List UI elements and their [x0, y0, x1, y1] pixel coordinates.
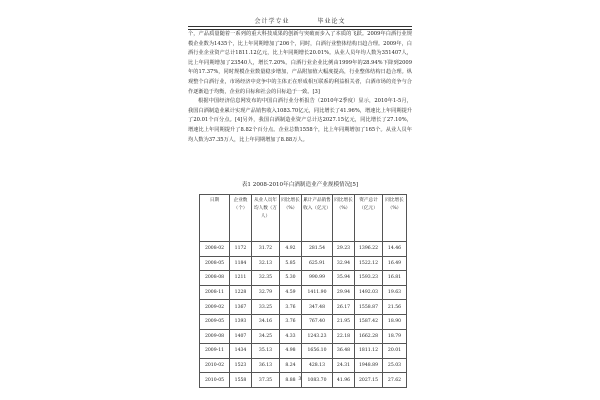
page-number: 3	[298, 376, 302, 382]
cell-revenue: 347.48	[302, 300, 333, 315]
col-header-employees-growth: 同比增长（%）	[280, 195, 302, 242]
cell-employees-growth: 8.88	[280, 373, 302, 388]
cell-assets: 1593.23	[355, 271, 383, 286]
cell-revenue: 767.40	[302, 314, 333, 329]
cell-employees: 34.25	[252, 329, 280, 344]
data-table	[199, 194, 407, 388]
col-header-revenue-growth: 同比增长（%）	[333, 195, 355, 242]
table-header-row	[200, 195, 407, 242]
cell-assets-growth: 20.01	[383, 344, 407, 359]
cell-assets-growth: 27.62	[383, 373, 407, 388]
cell-assets-growth: 14.46	[383, 242, 407, 257]
cell-enterprises: 1211	[230, 271, 252, 286]
header-rule	[188, 26, 412, 30]
cell-employees: 32.13	[252, 256, 280, 271]
cell-employees: 34.16	[252, 314, 280, 329]
cell-enterprises: 1393	[230, 314, 252, 329]
col-header-date: 日期	[200, 195, 230, 242]
cell-assets: 1587.42	[355, 314, 383, 329]
table-body	[200, 242, 407, 388]
cell-employees-growth: 5.30	[280, 271, 302, 286]
cell-employees-growth: 4.98	[280, 344, 302, 359]
cell-assets: 1811.12	[355, 344, 383, 359]
cell-enterprises: 1367	[230, 300, 252, 315]
cell-revenue-growth: 36.48	[333, 344, 355, 359]
body-text	[188, 30, 412, 145]
cell-date: 2008-11	[200, 285, 230, 300]
cell-revenue-growth: 24.31	[333, 358, 355, 373]
cell-assets: 1396.22	[355, 242, 383, 257]
paragraph-2: 根据中国经济信息网发布的中国白酒行业分析报告（2010年2季度）显示，2010年1-5月，我国白酒制造业累计实现产品销售收入1083.70亿元，同比增长了41.96%，增速比上年同期提升了20.01个百分点。[4]另外，我国白酒制造业资产总计达2027.15亿元，同比增长了27.10%，增速比上年同期提升了8.82个百分点。企业总数1558个，比上年同期增加了165个。从业人员年均人数为37.35万人，比上年同期增加了8.88万人。	[188, 98, 412, 143]
cell-revenue: 625.91	[302, 256, 333, 271]
cell-date: 2009-11	[200, 344, 230, 359]
header-left: 会计学专业	[254, 18, 290, 25]
cell-assets: 1948.89	[355, 358, 383, 373]
cell-employees-growth: 4.92	[280, 242, 302, 257]
table-title: 表1 2008-2010年白酒制造业产业规模情况[5]	[241, 182, 359, 188]
cell-assets: 1662.28	[355, 329, 383, 344]
cell-assets: 2027.15	[355, 373, 383, 388]
cell-revenue-growth: 41.96	[333, 373, 355, 388]
cell-assets-growth: 18.90	[383, 314, 407, 329]
table-row	[200, 314, 407, 329]
col-header-enterprises: 企业数（个）	[230, 195, 252, 242]
cell-employees-growth: 5.85	[280, 256, 302, 271]
cell-revenue-growth: 22.18	[333, 329, 355, 344]
cell-revenue-growth: 21.95	[333, 314, 355, 329]
cell-revenue: 1656.10	[302, 344, 333, 359]
cell-revenue: 428.13	[302, 358, 333, 373]
table-row	[200, 285, 407, 300]
cell-assets-growth: 16.49	[383, 256, 407, 271]
cell-revenue-growth: 32.94	[333, 256, 355, 271]
cell-enterprises: 1407	[230, 329, 252, 344]
cell-assets: 1522.12	[355, 256, 383, 271]
col-header-revenue: 累计产品销售收入（亿元）	[302, 195, 333, 242]
cell-revenue: 1411.90	[302, 285, 333, 300]
cell-date: 2008-02	[200, 242, 230, 257]
cell-date: 2010-02	[200, 358, 230, 373]
cell-enterprises: 1558	[230, 373, 252, 388]
cell-assets: 1492.03	[355, 285, 383, 300]
cell-revenue-growth: 26.17	[333, 300, 355, 315]
cell-date: 2008-08	[200, 271, 230, 286]
cell-enterprises: 1523	[230, 358, 252, 373]
cell-revenue: 990.99	[302, 271, 333, 286]
cell-assets-growth: 16.81	[383, 271, 407, 286]
cell-revenue-growth: 29.94	[333, 285, 355, 300]
col-header-employees: 从业人员年均人数（万人）	[252, 195, 280, 242]
cell-employees: 35.13	[252, 344, 280, 359]
table-row	[200, 358, 407, 373]
cell-employees: 37.35	[252, 373, 280, 388]
cell-assets-growth: 25.03	[383, 358, 407, 373]
cell-employees-growth: 3.76	[280, 300, 302, 315]
cell-employees-growth: 8.24	[280, 358, 302, 373]
cell-enterprises: 1434	[230, 344, 252, 359]
cell-enterprises: 1228	[230, 285, 252, 300]
table-row	[200, 329, 407, 344]
cell-employees: 32.79	[252, 285, 280, 300]
table-row	[200, 300, 407, 315]
col-header-assets-growth: 同比增长（%）	[383, 195, 407, 242]
cell-date: 2008-05	[200, 256, 230, 271]
table-row	[200, 271, 407, 286]
cell-employees-growth: 4.59	[280, 285, 302, 300]
cell-assets-growth: 19.63	[383, 285, 407, 300]
cell-date: 2009-05	[200, 314, 230, 329]
table-row	[200, 256, 407, 271]
cell-assets: 1558.87	[355, 300, 383, 315]
cell-assets-growth: 18.79	[383, 329, 407, 344]
cell-employees: 31.72	[252, 242, 280, 257]
paragraph-1: 个，产品质量随着一系列的重大科技成果的创新与突破而步入了本质的飞跃。2009年白酒行业规模企业数为1435个，比上年同期增加了206个，同时，白酒行业整体结构日趋合理。2009年，白酒行业企业资产总计1811.12亿元，比上年同期增长20.01%。从业人员年均人数为351407人，比上年同期增加了23540人，增长7.20%。白酒行业企业比例由1999年的28.94%下降到2009年的17.37%，同时规模企业数量稳步增加，产品附加值大幅度提高，行业整体结构日趋合理。纵观整个白酒行业，市场经济中竞争中的主体正在形成相互联系的利益相关者，白酒市场的竞争与合作逐渐趋于均衡，企业的目标和社会的目标趋于一致。[3]	[188, 31, 412, 95]
cell-employees-growth: 4.33	[280, 329, 302, 344]
header-right: 毕业论文	[317, 18, 346, 25]
cell-date: 2010-05	[200, 373, 230, 388]
cell-enterprises: 1172	[230, 242, 252, 257]
col-header-assets: 资产总计（亿元）	[355, 195, 383, 242]
cell-assets-growth: 21.56	[383, 300, 407, 315]
table-row	[200, 344, 407, 359]
cell-employees: 36.13	[252, 358, 280, 373]
page-header	[188, 16, 412, 25]
cell-date: 2009-08	[200, 329, 230, 344]
cell-enterprises: 1184	[230, 256, 252, 271]
cell-revenue-growth: 29.23	[333, 242, 355, 257]
cell-employees: 33.25	[252, 300, 280, 315]
cell-revenue-growth: 35.94	[333, 271, 355, 286]
cell-date: 2009-02	[200, 300, 230, 315]
cell-revenue: 281.54	[302, 242, 333, 257]
cell-employees-growth: 3.76	[280, 314, 302, 329]
cell-revenue: 1083.70	[302, 373, 333, 388]
cell-employees: 32.35	[252, 271, 280, 286]
cell-revenue: 1243.23	[302, 329, 333, 344]
table-row	[200, 242, 407, 257]
